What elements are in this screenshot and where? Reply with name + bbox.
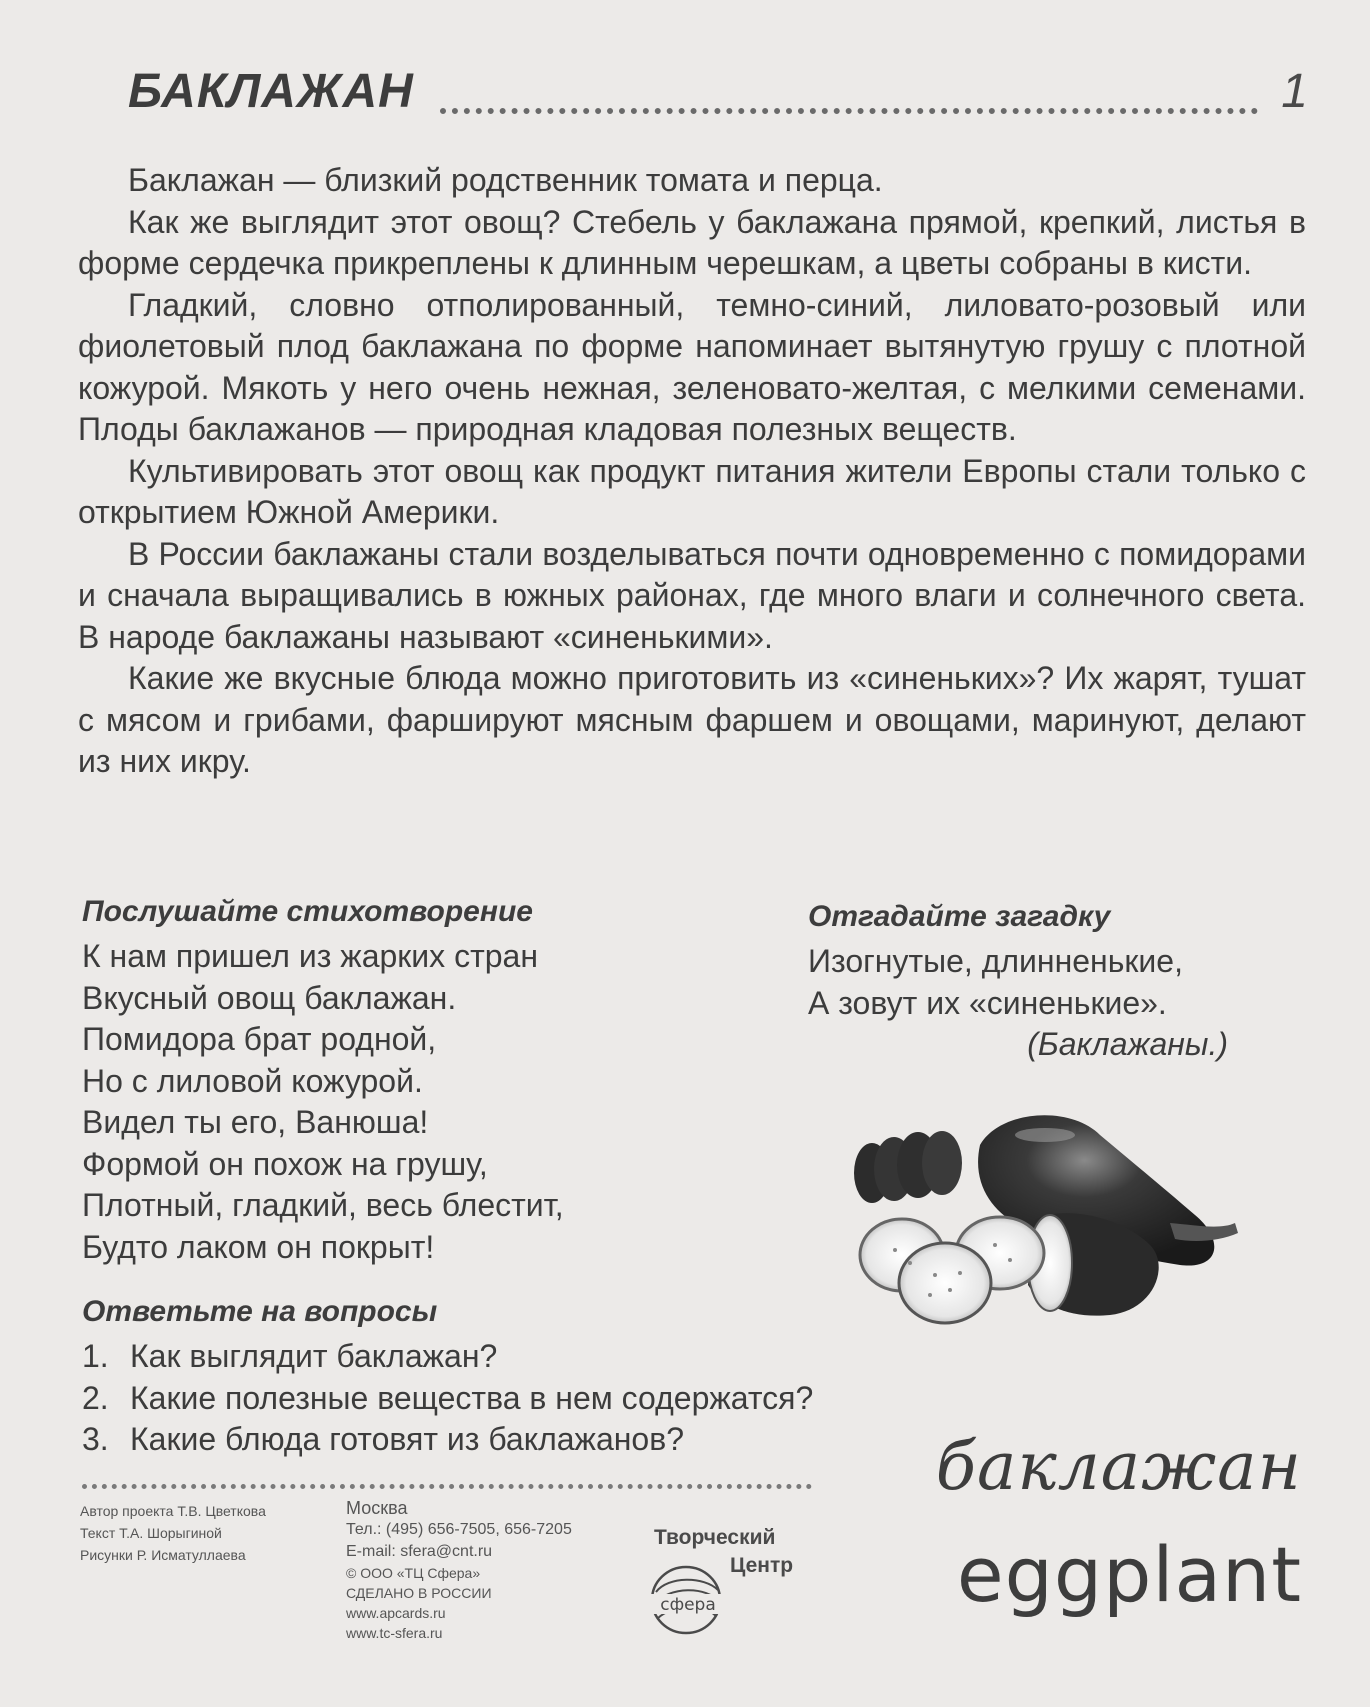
question-number: 3. <box>82 1421 109 1457</box>
question-text: Какие полезные вещества в нем содержатся? <box>130 1379 814 1416</box>
paragraph: Какие же вкусные блюда можно приготовить из «синеньких»? Их жарят, тушат с мясом и грибами, фаршируют мясным фаршем и овощами, маринуют, делают из них икру. <box>78 660 1306 779</box>
page-title: БАКЛАЖАН <box>128 65 414 118</box>
website: www.tc-sfera.ru <box>346 1625 443 1641</box>
question-item <box>82 1419 982 1461</box>
publisher-contacts <box>346 1497 572 1643</box>
city: Москва <box>346 1498 408 1518</box>
logo-text: сфера <box>660 1595 716 1615</box>
poem-line: Вкусный овощ баклажан. <box>82 979 457 1016</box>
questions-section <box>82 1290 982 1461</box>
word-russian-script: баклажан <box>935 1428 1302 1505</box>
riddle-answer: (Баклажаны.) <box>1027 1026 1228 1062</box>
riddle-heading: Отгадайте загадку <box>808 900 1111 933</box>
question-text: Как выглядит баклажан? <box>130 1338 498 1374</box>
made-in: СДЕЛАНО В РОССИИ <box>346 1585 492 1601</box>
credit-line: Рисунки Р. Исматуллаева <box>80 1547 246 1563</box>
page-number: 1 <box>1281 65 1308 118</box>
word-english: eggplant <box>956 1530 1302 1619</box>
website: www.apcards.ru <box>346 1605 446 1621</box>
publisher-name: Центр <box>730 1554 794 1577</box>
paragraph: Гладкий, словно отполированный, темно-синий, лиловато-розовый или фиолетовый плод баклажана по форме напоминает вытянутую грушу с плотной кожурой. Мякоть у него очень нежная, зеленовато-желтая, с мелкими семенами. Плоды баклажанов — природная кладовая полезных веществ. <box>78 286 1306 447</box>
credits <box>80 1500 266 1566</box>
paragraph: Культивировать этот овощ как продукт питания жители Европы стали только с открытием Южной Америки. <box>78 452 1306 530</box>
riddle-section <box>808 895 1248 1066</box>
question-text: Какие блюда готовят из баклажанов? <box>130 1421 685 1457</box>
question-number: 1. <box>82 1338 109 1374</box>
credit-line: Автор проекта Т.В. Цветкова <box>80 1503 266 1519</box>
question-item <box>82 1336 982 1378</box>
poem-line: К нам пришел из жарких стран <box>82 938 538 974</box>
back-slices <box>854 1131 962 1203</box>
main-text <box>78 160 1306 783</box>
poem-line: Формой он похож на грушу, <box>82 1145 488 1182</box>
credit-line: Текст Т.А. Шорыгиной <box>80 1525 222 1541</box>
riddle-line: Изогнутые, длинненькие, <box>808 943 1183 979</box>
footer-divider <box>82 1484 812 1489</box>
riddle-line: А зовут их «синенькие». <box>808 984 1167 1021</box>
poem-line: Помидора брат родной, <box>82 1021 437 1057</box>
sfera-logo-icon <box>648 1556 734 1636</box>
paragraph: Как же выглядит этот овощ? Стебель у баклажана прямой, крепкий, листья в форме сердечка прикреплены к длинным черешкам, а цветы собраны в кисти. <box>78 203 1306 281</box>
question-item <box>82 1378 982 1420</box>
poem-section <box>82 890 782 1268</box>
questions-heading: Ответьте на вопросы <box>82 1295 438 1328</box>
poem-line: Видел ты его, Ванюша! <box>82 1104 429 1140</box>
question-number: 2. <box>82 1379 109 1416</box>
poem-line: Будто лаком он покрыт! <box>82 1228 435 1265</box>
poem-line: Но с лиловой кожурой. <box>82 1062 423 1099</box>
copyright: © ООО «ТЦ Сфера» <box>346 1565 481 1581</box>
phone: Тел.: (495) 656-7505, 656-7205 <box>346 1521 572 1538</box>
publisher-name: Творческий <box>654 1526 776 1549</box>
header <box>128 64 1308 124</box>
title-dotted-leader <box>440 108 1258 114</box>
paragraph: В России баклажаны стали возделываться почти одновременно с помидорами и сначала выращивались в южных районах, где много влаги и солнечного света. В народе баклажаны называют «синенькими». <box>78 535 1306 655</box>
poem-heading: Послушайте стихотворение <box>82 895 533 928</box>
paragraph: Баклажан — близкий родственник томата и перца. <box>128 162 883 198</box>
poem-line: Плотный, гладкий, весь блестит, <box>82 1187 564 1223</box>
publisher-brand <box>648 1526 818 1636</box>
email: E-mail: sfera@cnt.ru <box>346 1543 493 1560</box>
